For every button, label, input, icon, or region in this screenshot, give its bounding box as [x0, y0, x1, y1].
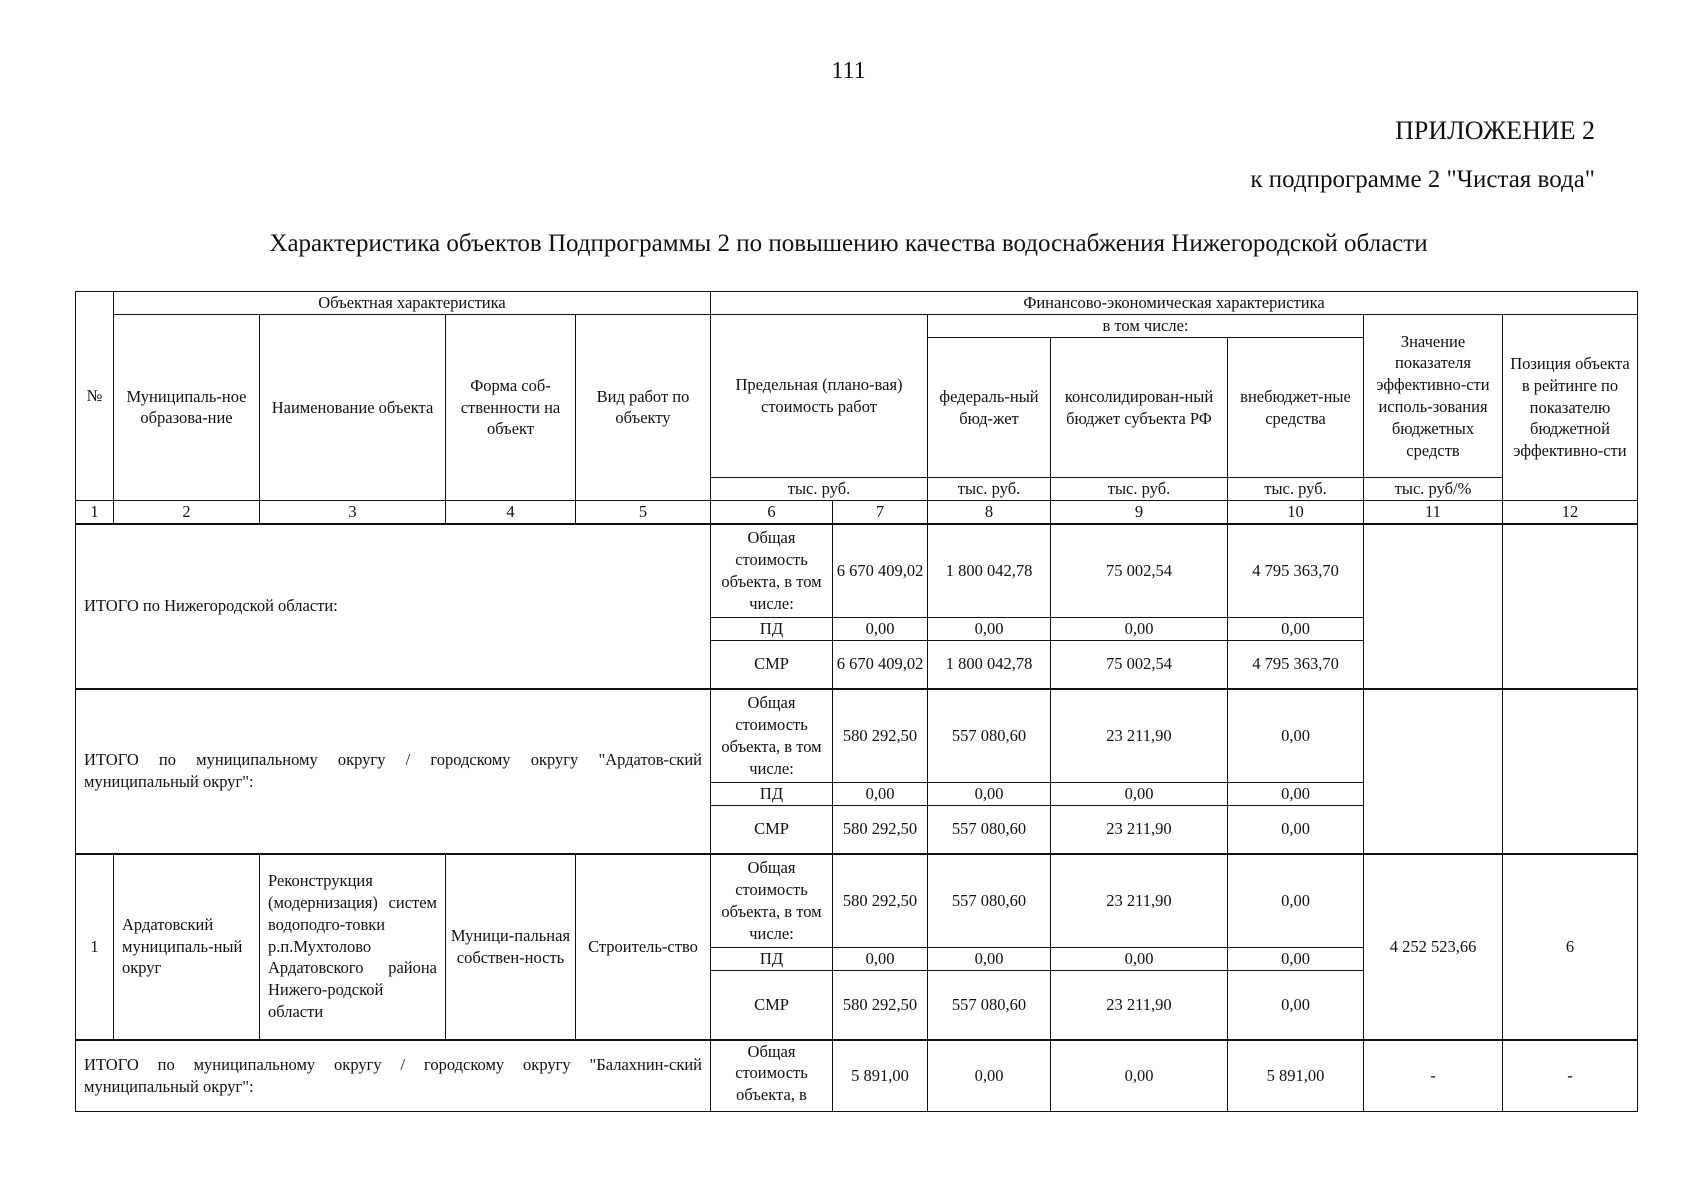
cell-federal: 557 080,60: [928, 689, 1051, 783]
col-number: 3: [260, 500, 446, 523]
row-label-total: Общая стоимость объекта, в: [711, 1040, 833, 1112]
cell-efficiency: [1364, 524, 1503, 689]
cell-federal: 557 080,60: [928, 854, 1051, 948]
cell-federal: 0,00: [928, 1040, 1051, 1112]
appendix-title: ПРИЛОЖЕНИЕ 2: [1395, 116, 1595, 145]
cell-efficiency: [1364, 689, 1503, 854]
header-including: в том числе:: [928, 315, 1364, 338]
cell-extrabudget: 4 795 363,70: [1228, 641, 1364, 689]
col-number: 10: [1228, 500, 1364, 523]
unit-extrabudget: тыс. руб.: [1228, 478, 1364, 501]
cell-consolidated: 0,00: [1051, 783, 1228, 806]
col-number: 2: [114, 500, 260, 523]
unit-federal: тыс. руб.: [928, 478, 1051, 501]
object-municipality: Ардатовский муниципаль-ный округ: [114, 854, 260, 1040]
header-consolidated: консолидирован-ный бюджет субъекта РФ: [1051, 338, 1228, 478]
row-label-total: Общая стоимость объекта, в том числе:: [711, 524, 833, 618]
col-number: 6: [711, 500, 833, 523]
cell-federal: 1 800 042,78: [928, 641, 1051, 689]
cell-consolidated: 0,00: [1051, 948, 1228, 971]
row-label-pd: ПД: [711, 783, 833, 806]
total-ardatov-label: ИТОГО по муниципальному округу / городскому округу "Ардатов-ский муниципальный округ":: [76, 689, 711, 854]
header-object-group: Объектная характеристика: [114, 292, 711, 315]
cell-federal: 557 080,60: [928, 971, 1051, 1040]
cell-consolidated: 23 211,90: [1051, 806, 1228, 854]
document-title: Характеристика объектов Подпрограммы 2 по повышению качества водоснабжения Нижегородской области: [269, 230, 1428, 257]
cell-cost: 580 292,50: [833, 854, 928, 948]
col-number: 11: [1364, 500, 1503, 523]
header-extrabudget: внебюджет-ные средства: [1228, 338, 1364, 478]
header-rating: Позиция объекта в рейтинге по показателю бюджетной эффективно-сти: [1503, 315, 1638, 501]
cell-extrabudget: 0,00: [1228, 948, 1364, 971]
cell-extrabudget: 0,00: [1228, 971, 1364, 1040]
cell-consolidated: 0,00: [1051, 618, 1228, 641]
cell-federal: 1 800 042,78: [928, 524, 1051, 618]
header-num: №: [76, 292, 114, 501]
cell-cost: 580 292,50: [833, 806, 928, 854]
object-num: 1: [76, 854, 114, 1040]
unit-consolidated: тыс. руб.: [1051, 478, 1228, 501]
cell-extrabudget: 5 891,00: [1228, 1040, 1364, 1112]
col-number: 1: [76, 500, 114, 523]
cell-cost: 0,00: [833, 948, 928, 971]
row-label-smr: СМР: [711, 641, 833, 689]
header-work-type: Вид работ по объекту: [576, 315, 711, 501]
objects-table: [75, 291, 1638, 1112]
cell-cost: 6 670 409,02: [833, 641, 928, 689]
page-number: 111: [831, 58, 866, 84]
cell-consolidated: 23 211,90: [1051, 689, 1228, 783]
header-object-name: Наименование объекта: [260, 315, 446, 501]
cell-cost: 0,00: [833, 618, 928, 641]
unit-efficiency: тыс. руб/%: [1364, 478, 1503, 501]
cell-federal: 557 080,60: [928, 806, 1051, 854]
col-number: 9: [1051, 500, 1228, 523]
col-number: 8: [928, 500, 1051, 523]
cell-cost: 0,00: [833, 783, 928, 806]
object-name: Реконструкция (модернизация) систем водоподго-товки р.п.Мухтолово Ардатовского района Нижего-родской области: [260, 854, 446, 1040]
total-region-label: ИТОГО по Нижегородской области:: [76, 524, 711, 689]
cell-federal: 0,00: [928, 783, 1051, 806]
cell-cost: 6 670 409,02: [833, 524, 928, 618]
header-financial-group: Финансово-экономическая характеристика: [711, 292, 1638, 315]
table-row: [76, 1040, 1638, 1112]
cell-extrabudget: 4 795 363,70: [1228, 524, 1364, 618]
cell-consolidated: 75 002,54: [1051, 524, 1228, 618]
cell-extrabudget: 0,00: [1228, 854, 1364, 948]
cell-federal: 0,00: [928, 948, 1051, 971]
cell-extrabudget: 0,00: [1228, 806, 1364, 854]
col-number: 7: [833, 500, 928, 523]
col-number: 12: [1503, 500, 1638, 523]
cell-consolidated: 23 211,90: [1051, 971, 1228, 1040]
cell-cost: 5 891,00: [833, 1040, 928, 1112]
cell-extrabudget: 0,00: [1228, 618, 1364, 641]
row-label-total: Общая стоимость объекта, в том числе:: [711, 689, 833, 783]
cell-efficiency: -: [1364, 1040, 1503, 1112]
header-ownership: Форма соб-ственности на объект: [446, 315, 576, 501]
object-rating: 6: [1503, 854, 1638, 1040]
appendix-subtitle: к подпрограмме 2 "Чистая вода": [1250, 166, 1595, 193]
cell-federal: 0,00: [928, 618, 1051, 641]
table-row: [76, 689, 1638, 783]
header-municipality: Муниципаль-ное образова-ние: [114, 315, 260, 501]
column-numbers-row: [76, 500, 1638, 523]
cell-consolidated: 75 002,54: [1051, 641, 1228, 689]
table-row: [76, 854, 1638, 948]
object-work-type: Строитель-ство: [576, 854, 711, 1040]
cell-consolidated: 0,00: [1051, 1040, 1228, 1112]
row-label-smr: СМР: [711, 806, 833, 854]
object-efficiency: 4 252 523,66: [1364, 854, 1503, 1040]
header-cost: Предельная (плано-вая) стоимость работ: [711, 315, 928, 478]
row-label-smr: СМР: [711, 971, 833, 1040]
header-efficiency: Значение показателя эффективно-сти исполь-зования бюджетных средств: [1364, 315, 1503, 478]
unit-cost: тыс. руб.: [711, 478, 928, 501]
cell-extrabudget: 0,00: [1228, 689, 1364, 783]
object-ownership: Муници-пальная собствен-ность: [446, 854, 576, 1040]
col-number: 5: [576, 500, 711, 523]
table-row: [76, 524, 1638, 618]
total-balakhna-label: ИТОГО по муниципальному округу / городскому округу "Балахнин-ский муниципальный округ":: [76, 1040, 711, 1112]
cell-extrabudget: 0,00: [1228, 783, 1364, 806]
cell-rating: [1503, 524, 1638, 689]
cell-cost: 580 292,50: [833, 689, 928, 783]
cell-cost: 580 292,50: [833, 971, 928, 1040]
col-number: 4: [446, 500, 576, 523]
cell-consolidated: 23 211,90: [1051, 854, 1228, 948]
row-label-pd: ПД: [711, 618, 833, 641]
cell-rating: [1503, 689, 1638, 854]
row-label-total: Общая стоимость объекта, в том числе:: [711, 854, 833, 948]
header-federal: федераль-ный бюд-жет: [928, 338, 1051, 478]
row-label-pd: ПД: [711, 948, 833, 971]
cell-rating: -: [1503, 1040, 1638, 1112]
